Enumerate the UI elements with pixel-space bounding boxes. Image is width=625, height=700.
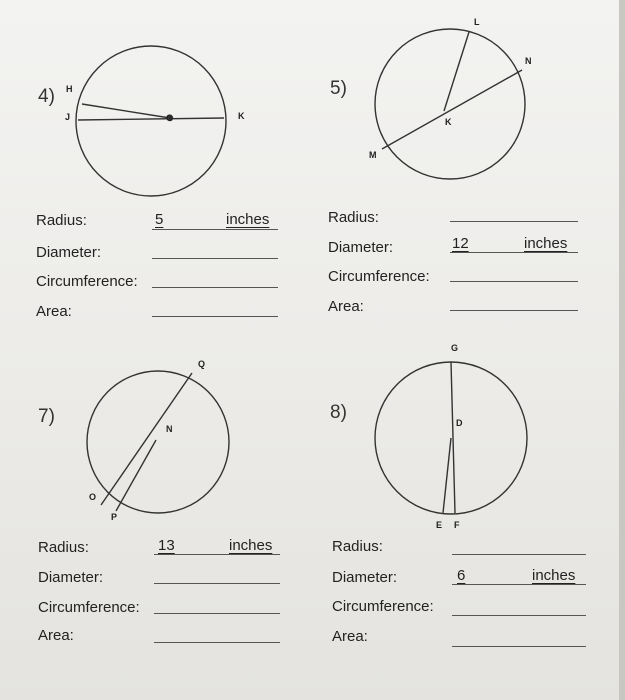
answer-line[interactable] bbox=[452, 554, 586, 555]
answer-line[interactable] bbox=[152, 287, 278, 288]
circle-figure-4 bbox=[76, 46, 226, 196]
circle-figure-5 bbox=[375, 29, 525, 179]
radius-value: 5 bbox=[155, 211, 164, 228]
radius-label: Radius: bbox=[328, 209, 379, 226]
point-label-g8: G bbox=[451, 343, 459, 353]
point-label-n7: N bbox=[166, 424, 173, 434]
point-label-n: N bbox=[525, 56, 532, 66]
diameter-unit: inches bbox=[524, 235, 568, 252]
radius-unit: inches bbox=[226, 211, 270, 228]
diameter-label: Diameter: bbox=[328, 239, 394, 256]
radius-label: Radius: bbox=[332, 538, 383, 555]
diameter-unit: inches bbox=[532, 567, 576, 584]
segment-lk bbox=[444, 32, 469, 111]
point-label-k: K bbox=[238, 111, 245, 121]
point-label-p: P bbox=[111, 512, 118, 522]
diameter-value: 12 bbox=[452, 235, 469, 252]
point-label-f: F bbox=[454, 520, 460, 530]
diameter-label: Diameter: bbox=[332, 569, 398, 586]
area-label: Area: bbox=[36, 303, 72, 320]
answer-line[interactable] bbox=[152, 316, 278, 317]
problem-number-8: 8) bbox=[330, 402, 347, 423]
radius-label: Radius: bbox=[36, 212, 87, 229]
circle-4 bbox=[76, 46, 226, 196]
area-label: Area: bbox=[328, 298, 364, 315]
answer-line[interactable] bbox=[154, 613, 280, 614]
diameter-value: 6 bbox=[457, 567, 466, 584]
problem-number-4: 4) bbox=[38, 86, 55, 107]
diameter-label: Diameter: bbox=[38, 569, 104, 586]
answer-line[interactable] bbox=[450, 252, 578, 253]
answer-line[interactable] bbox=[450, 310, 578, 311]
circle-5 bbox=[375, 29, 525, 179]
answer-line[interactable] bbox=[450, 281, 578, 282]
circumference-label: Circumference: bbox=[332, 598, 434, 615]
point-label-o: O bbox=[89, 492, 97, 502]
radius-label: Radius: bbox=[38, 539, 89, 556]
point-label-d: D bbox=[456, 418, 463, 428]
point-label-j: J bbox=[65, 112, 71, 122]
segment-ed bbox=[443, 438, 451, 513]
segment-gf bbox=[451, 362, 455, 513]
problem-number-7: 7) bbox=[38, 406, 55, 427]
problem-number-5: 5) bbox=[330, 78, 347, 99]
diameter-label: Diameter: bbox=[36, 244, 102, 261]
circle-figure-7 bbox=[87, 371, 229, 513]
radius-value: 13 bbox=[158, 537, 175, 554]
point-label-k5: K bbox=[445, 117, 452, 127]
circumference-label: Circumference: bbox=[36, 273, 138, 290]
answer-line[interactable] bbox=[452, 584, 586, 585]
radius-unit: inches bbox=[229, 537, 273, 554]
answer-line[interactable] bbox=[154, 583, 280, 584]
circle-7 bbox=[87, 371, 229, 513]
segment-mn bbox=[382, 70, 522, 149]
area-label: Area: bbox=[38, 627, 74, 644]
segment-jk bbox=[78, 118, 224, 120]
circumference-label: Circumference: bbox=[38, 599, 140, 616]
point-label-q: Q bbox=[198, 359, 206, 369]
segment-qo bbox=[101, 373, 192, 505]
answer-line[interactable] bbox=[154, 554, 280, 555]
answer-line[interactable] bbox=[450, 221, 578, 222]
point-label-h: H bbox=[66, 84, 73, 94]
point-label-l: L bbox=[474, 17, 480, 27]
area-label: Area: bbox=[332, 628, 368, 645]
answer-line[interactable] bbox=[152, 229, 278, 230]
answer-line[interactable] bbox=[452, 615, 586, 616]
point-label-m: M bbox=[369, 150, 377, 160]
answer-line[interactable] bbox=[154, 642, 280, 643]
segment-hg bbox=[82, 104, 170, 118]
circumference-label: Circumference: bbox=[328, 268, 430, 285]
point-label-e: E bbox=[436, 520, 443, 530]
answer-line[interactable] bbox=[152, 258, 278, 259]
answer-line[interactable] bbox=[452, 646, 586, 647]
circle-figure-8 bbox=[375, 362, 527, 514]
point-label-g: G bbox=[166, 113, 174, 123]
